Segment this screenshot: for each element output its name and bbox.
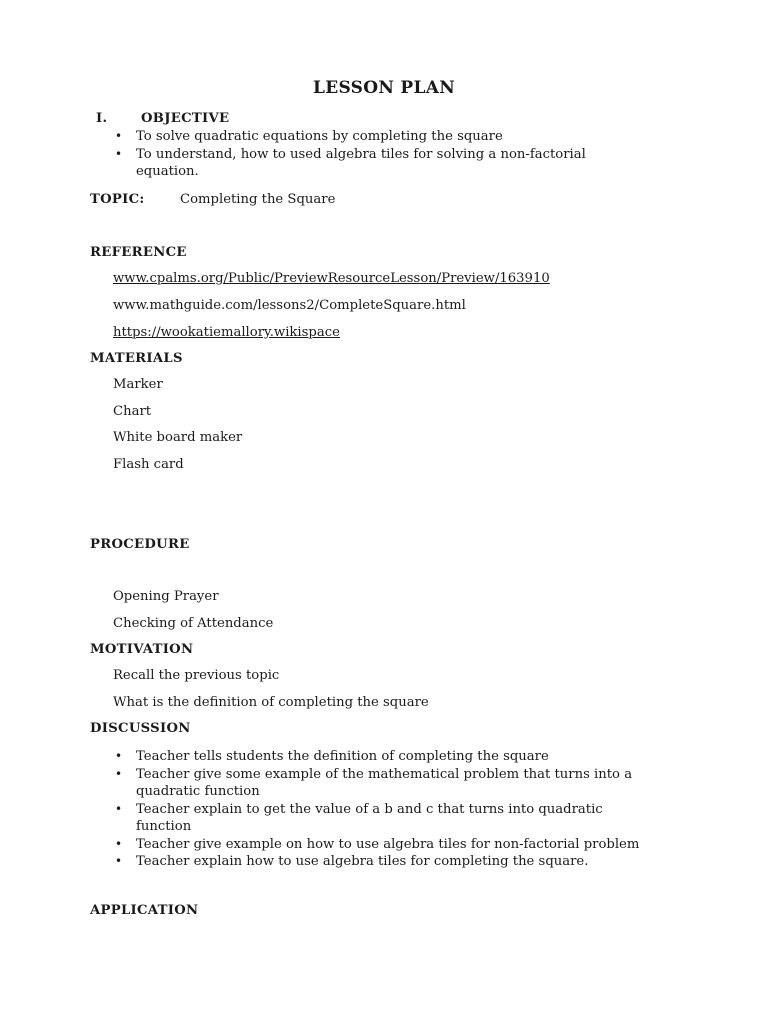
reference-heading: REFERENCE	[90, 245, 187, 260]
discussion-heading: DISCUSSION	[90, 721, 191, 736]
objective-heading: OBJECTIVE	[141, 111, 230, 126]
materials-heading: MATERIALS	[90, 351, 183, 366]
discussion-item: • Teacher give some example of the mathematical problem that turns into a quadratic function	[112, 766, 676, 801]
discussion-item: • Teacher explain to get the value of a b and c that turns into quadratic function	[112, 801, 656, 836]
topic-value: Completing the Square	[180, 192, 336, 207]
motivation-item: Recall the previous topic	[113, 668, 280, 683]
procedure-heading: PROCEDURE	[90, 537, 190, 552]
motivation-item: What is the definition of completing the square	[113, 695, 429, 710]
reference-link[interactable]: https://wookatiemallory.wikispace	[113, 325, 340, 340]
objective-list	[112, 128, 672, 181]
materials-item: Chart	[113, 404, 152, 419]
procedure-item: Checking of Attendance	[113, 616, 274, 631]
materials-item: White board maker	[113, 430, 243, 445]
materials-item: Marker	[113, 377, 163, 392]
procedure-item: Opening Prayer	[113, 589, 219, 604]
page-title: LESSON PLAN	[312, 78, 456, 98]
discussion-item: • Teacher give example on how to use algebra tiles for non-factorial problem	[112, 836, 646, 854]
objective-item: • To understand, how to used algebra tiles for solving a non-factorial equation.	[112, 146, 641, 181]
materials-item: Flash card	[113, 457, 184, 472]
topic-label: TOPIC:	[90, 192, 145, 207]
discussion-item: • Teacher explain how to use algebra tiles for completing the square.	[112, 853, 672, 871]
objective-numeral: I.	[96, 111, 108, 126]
discussion-item: • Teacher tells students the definition of completing the square	[112, 748, 672, 766]
reference-link[interactable]: www.mathguide.com/lessons2/CompleteSquare.html	[113, 298, 466, 313]
objective-item: • To solve quadratic equations by completing the square	[112, 128, 672, 146]
application-heading: APPLICATION	[90, 903, 199, 918]
reference-link[interactable]: www.cpalms.org/Public/PreviewResourceLesson/Preview/163910	[113, 271, 550, 286]
motivation-heading: MOTIVATION	[90, 642, 194, 657]
discussion-list	[112, 748, 672, 871]
